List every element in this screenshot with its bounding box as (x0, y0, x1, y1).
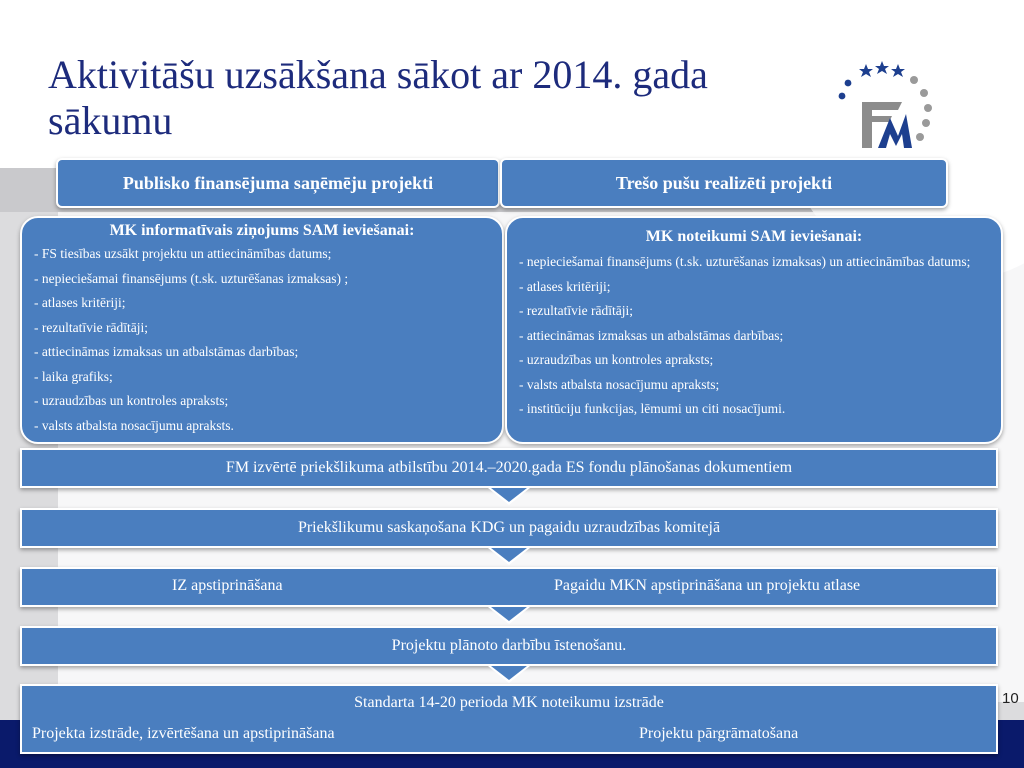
list-item: - rezultatīvie rādītāji; (519, 303, 633, 318)
page-number: 10 (1002, 690, 1019, 707)
list-item: - uzraudzības un kontroles apraksts; (519, 352, 714, 367)
list-item: - nepieciešamai finansējums (t.sk. uzturēšanas izmaksas) ; (34, 270, 349, 286)
approval-step (20, 567, 998, 607)
header-public-beneficiaries: Publisko finansējuma saņēmēju projekti (56, 158, 500, 208)
list-item: - institūciju funkcijas, lēmumi un citi nosacījumi. (519, 401, 786, 416)
list-item: - FS tiesības uzsākt projektu un attiecināmības datums; (34, 246, 332, 261)
standard-left-label: Projekta izstrāde, izvērtēšana un apstiprināšana (32, 725, 335, 742)
coordination-step: Priekšlikumu saskaņošana KDG un pagaidu uzraudzības komitejā (20, 508, 998, 548)
header-third-party: Trešo pušu realizēti projekti (500, 158, 948, 208)
left-info-heading: MK informatīvais ziņojums SAM ieviešanai: (109, 222, 415, 239)
slide-title: Aktivitāšu uzsākšana sākot ar 2014. gada sākumu (48, 52, 708, 143)
standard-step (20, 684, 998, 754)
list-item: - atlases kritēriji; (34, 295, 126, 310)
list-item: - nepieciešamai finansējums (t.sk. uzturēšanas izmaksas) un attiecināmības datums; (519, 254, 971, 269)
approval-right-label: Pagaidu MKN apstiprināšana un projektu atlase (554, 577, 861, 594)
list-item: - uzraudzības un kontroles apraksts; (34, 393, 229, 408)
arrow-down-icon (491, 548, 527, 562)
standard-right-label: Projektu pārgrāmatošana (639, 725, 799, 742)
list-item: - rezultatīvie rādītāji; (34, 319, 148, 335)
right-info-heading: MK noteikumi SAM ieviešanai: (645, 228, 863, 245)
list-item: - valsts atbalsta nosacījumu apraksts. (34, 417, 234, 433)
evaluation-step: FM izvērtē priekšlikuma atbilstību 2014.–2020.gada ES fondu plānošanas dokumentiem (20, 448, 998, 488)
arrow-down-icon (491, 666, 527, 680)
list-item: - valsts atbalsta nosacījumu apraksts; (519, 376, 720, 392)
left-info-list (34, 246, 490, 434)
list-item: - attiecināmas izmaksas un atbalstāmas darbības; (34, 344, 299, 359)
right-info-list (519, 254, 989, 417)
list-item: - attiecināmas izmaksas un atbalstāmas darbības; (519, 327, 784, 343)
right-info-box (505, 216, 1003, 444)
left-info-box (20, 216, 504, 444)
list-item: - laika grafiks; (34, 368, 113, 384)
standard-title: Standarta 14-20 perioda MK noteikumu izstrāde (354, 694, 664, 711)
arrow-down-icon (491, 488, 527, 502)
approval-left-label: IZ apstiprināšana (172, 577, 283, 594)
implementation-step: Projektu plānoto darbību īstenošanu. (20, 626, 998, 666)
list-item: - atlases kritēriji; (519, 278, 611, 294)
fm-logo-icon (828, 56, 938, 156)
arrow-down-icon (491, 607, 527, 621)
